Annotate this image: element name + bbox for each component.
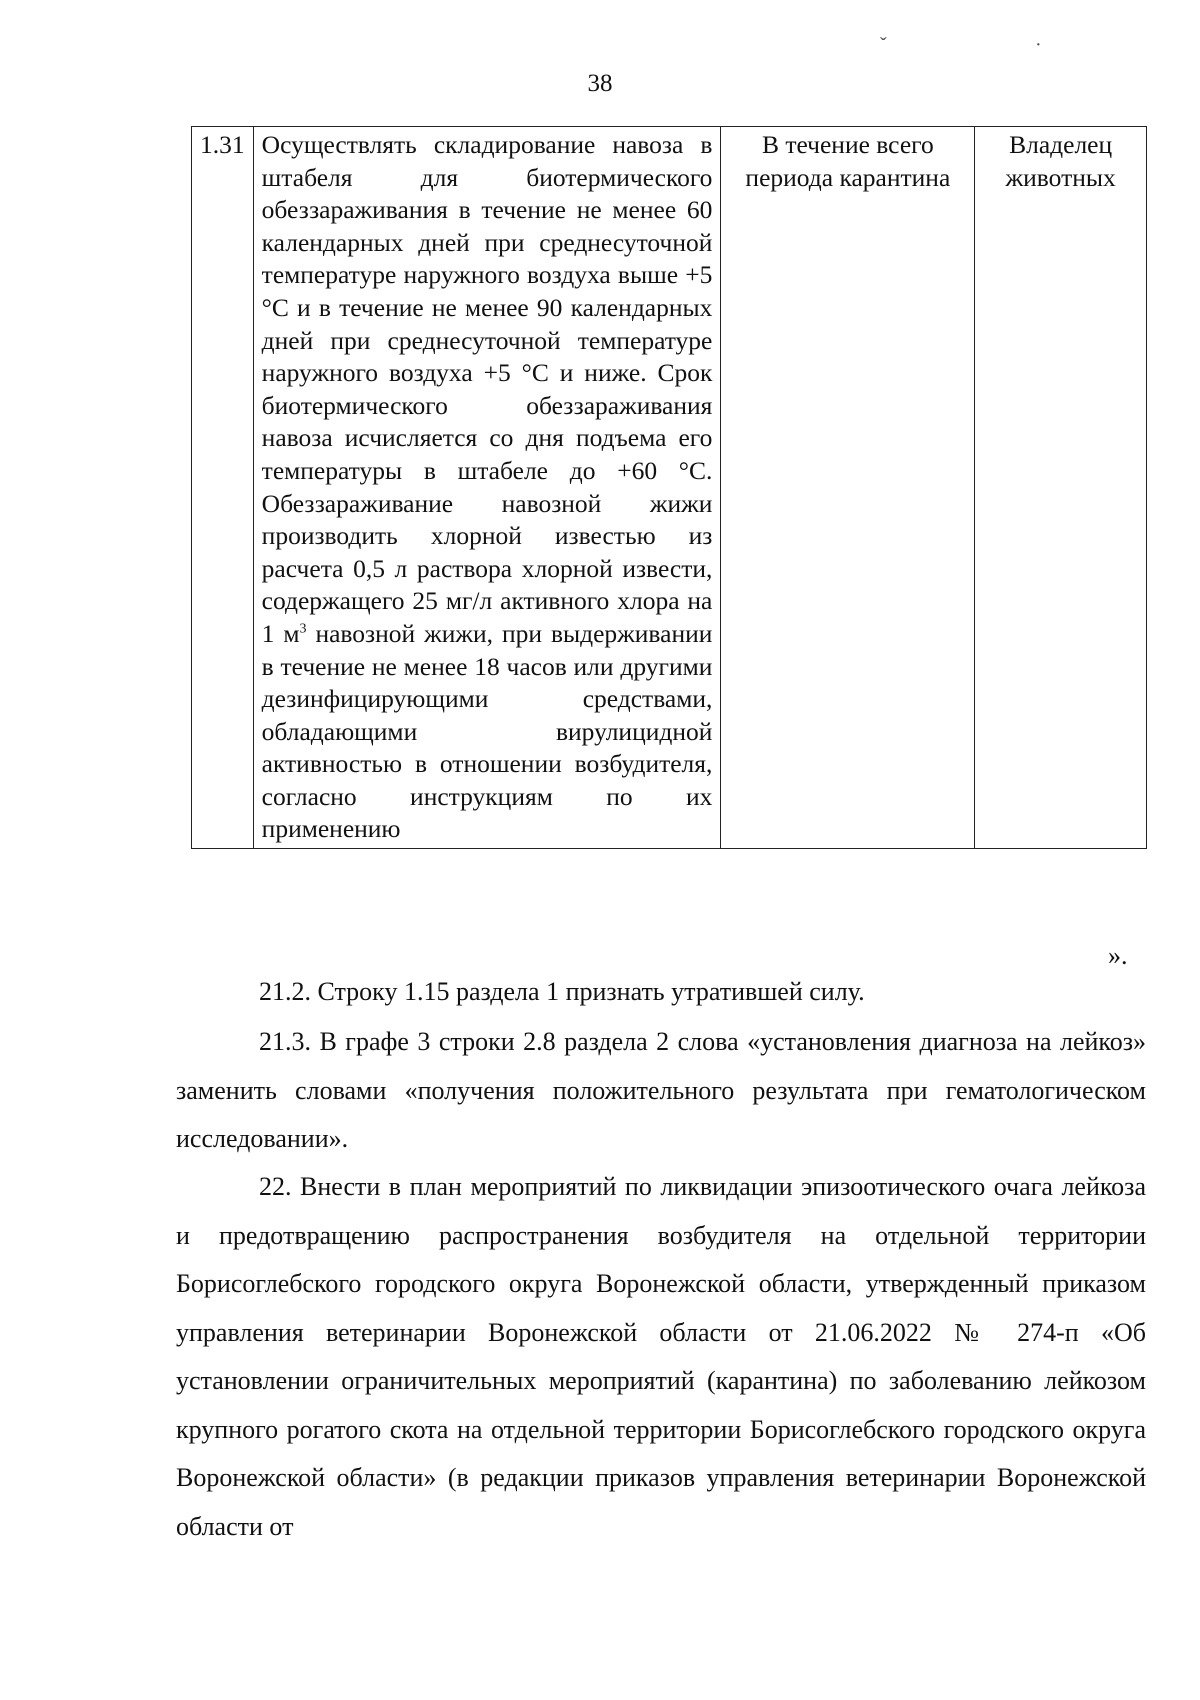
row-responsible-cell <box>975 127 1147 849</box>
row-term-cell <box>721 127 975 849</box>
paragraph-21-3: 21.3. В графе 3 строки 2.8 раздела 2 слова «установления диагноза на лейкоз» заменить словами «получения положительного результата при гематологическом исследовании». <box>176 1027 1146 1153</box>
scan-speck: ˇ <box>880 34 887 56</box>
paragraph-22: 22. Внести в план мероприятий по ликвидации эпизоотического очага лейкоза и предотвращению распространения возбудителя на отдельной территории Борисоглебского городского округа Воронежской области, утвержденный приказом управления ветеринарии Воронежской области от 21.06.2022 № 274-п «Об установлении ограничительных мероприятий (карантина) по заболеванию лейкозом крупного рогатого скота на отдельной территории Борисоглебского городского округа Воронежской области» (в редакции приказов управления ветеринарии Воронежской области от <box>176 1172 1146 1541</box>
superscript: 3 <box>299 621 307 637</box>
row-term-text: В течение всего периода карантина <box>745 130 951 192</box>
paragraph-21-2: 21.2. Строку 1.15 раздела 1 признать утратившей силу. <box>259 977 865 1006</box>
row-number-cell: 1.31 <box>192 127 254 849</box>
row-description-text-end: навозной жижи, при выдерживании в течение не менее 18 часов или другими дезинфицирующими средствами, обладающими вирулицидной активностью в отношении возбудителя, согласно инструкциям по их применению <box>261 618 713 844</box>
measures-table <box>191 126 1147 849</box>
table-row <box>192 127 1147 849</box>
row-description-text: Осуществлять складирование навоза в штабеля для биотермического обеззараживания в течение не менее 60 календарных дней при среднесуточной температуре наружного воздуха выше +5 °С и в течение не менее 90 календарных дней при среднесуточной температуре наружного воздуха +5 °С и ниже. Срок биотермического обеззараживания навоза исчисляется со дня подъема его температуры в штабеле до +60 °С. Обеззараживание навозной жижи производить хлорной известью из расчета 0,5 л раствора хлорной извести, содержащего 25 мг/л активного хлора на 1 м <box>261 130 713 648</box>
page-number: 38 <box>587 70 613 97</box>
row-responsible-text: Владелец животных <box>1005 130 1116 192</box>
row-description-cell <box>253 127 721 849</box>
closing-quote: ». <box>1108 941 1128 970</box>
scan-speck: · <box>1035 34 1042 56</box>
